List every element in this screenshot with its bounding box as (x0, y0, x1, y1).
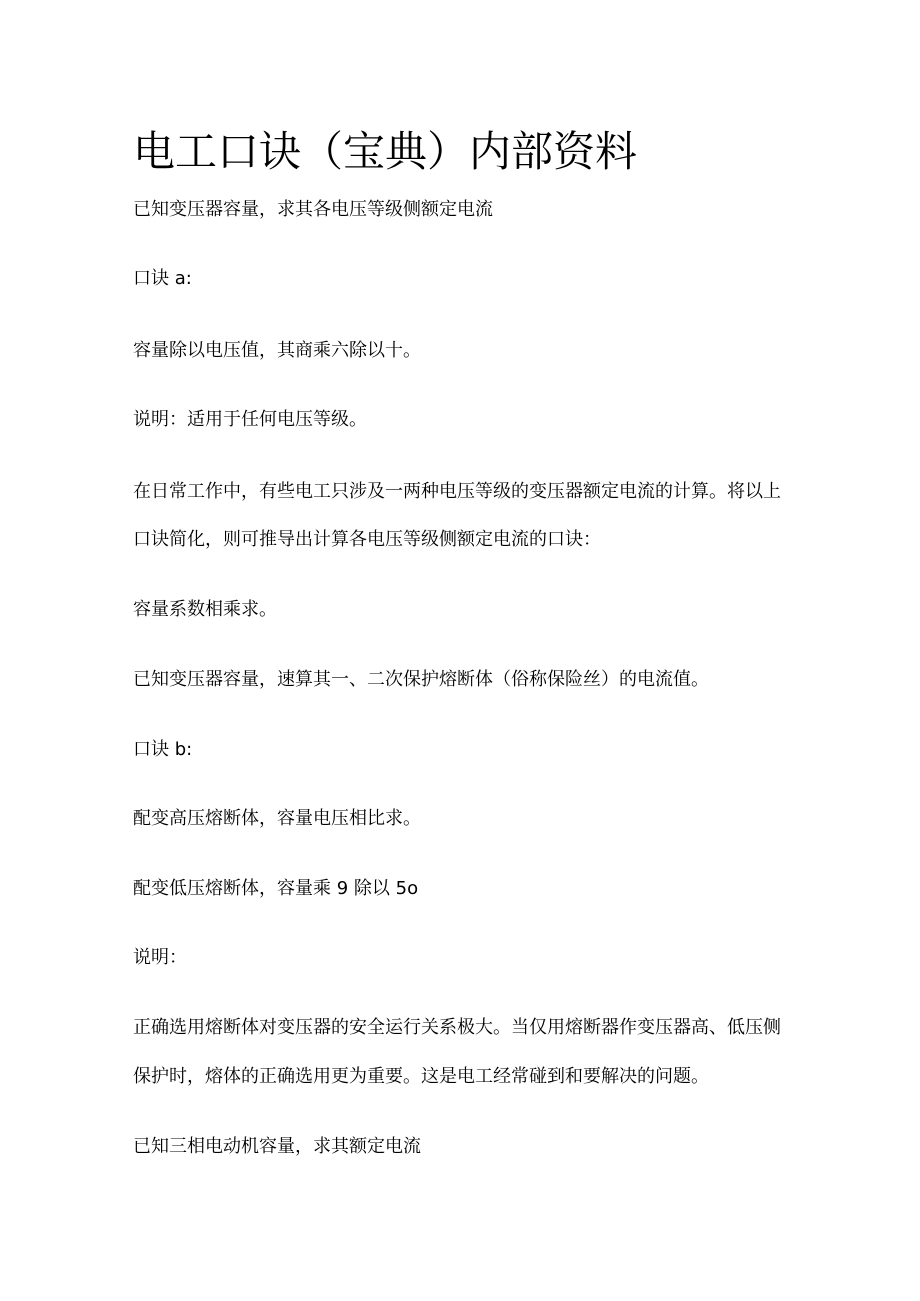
document-title: 电工口诀（宝典）内部资料 (133, 127, 638, 176)
paragraph-formula-b-label: 口诀 b: (133, 739, 193, 760)
paragraph-fuse-note-line-2: 保护时，熔体的正确选用更为重要。这是电工经常碰到和要解决的问题。 (133, 1066, 709, 1087)
paragraph-simplified-formula: 容量系数相乘求。 (133, 599, 277, 620)
paragraph-note-a: 说明：适用于任何电压等级。 (133, 409, 367, 430)
paragraph-daily-work-line-2: 口诀简化，则可推导出计算各电压等级侧额定电流的口诀： (133, 529, 601, 550)
paragraph-fuse-heading: 已知变压器容量，速算其一、二次保护熔断体（俗称保险丝）的电流值。 (133, 669, 709, 690)
paragraph-formula-a-text: 容量除以电压值，其商乘六除以十。 (133, 340, 421, 361)
paragraph-formula-b-high-voltage: 配变高压熔断体，容量电压相比求。 (133, 808, 421, 829)
paragraph-formula-a-label: 口诀 a: (133, 268, 192, 289)
paragraph-fuse-note-line-1: 正确选用熔断体对变压器的安全运行关系极大。当仅用熔断器作变压器高、低压侧 (133, 1017, 781, 1038)
paragraph-daily-work-line-1: 在日常工作中，有些电工只涉及一两种电压等级的变压器额定电流的计算。将以上 (133, 481, 781, 502)
paragraph-note-b-label: 说明： (133, 947, 187, 968)
paragraph-formula-b-low-voltage: 配变低压熔断体，容量乘 9 除以 5o (133, 878, 419, 899)
paragraph-motor-current-heading: 已知三相电动机容量，求其额定电流 (133, 1136, 421, 1157)
paragraph-transformer-current-heading: 已知变压器容量，求其各电压等级侧额定电流 (133, 199, 493, 220)
